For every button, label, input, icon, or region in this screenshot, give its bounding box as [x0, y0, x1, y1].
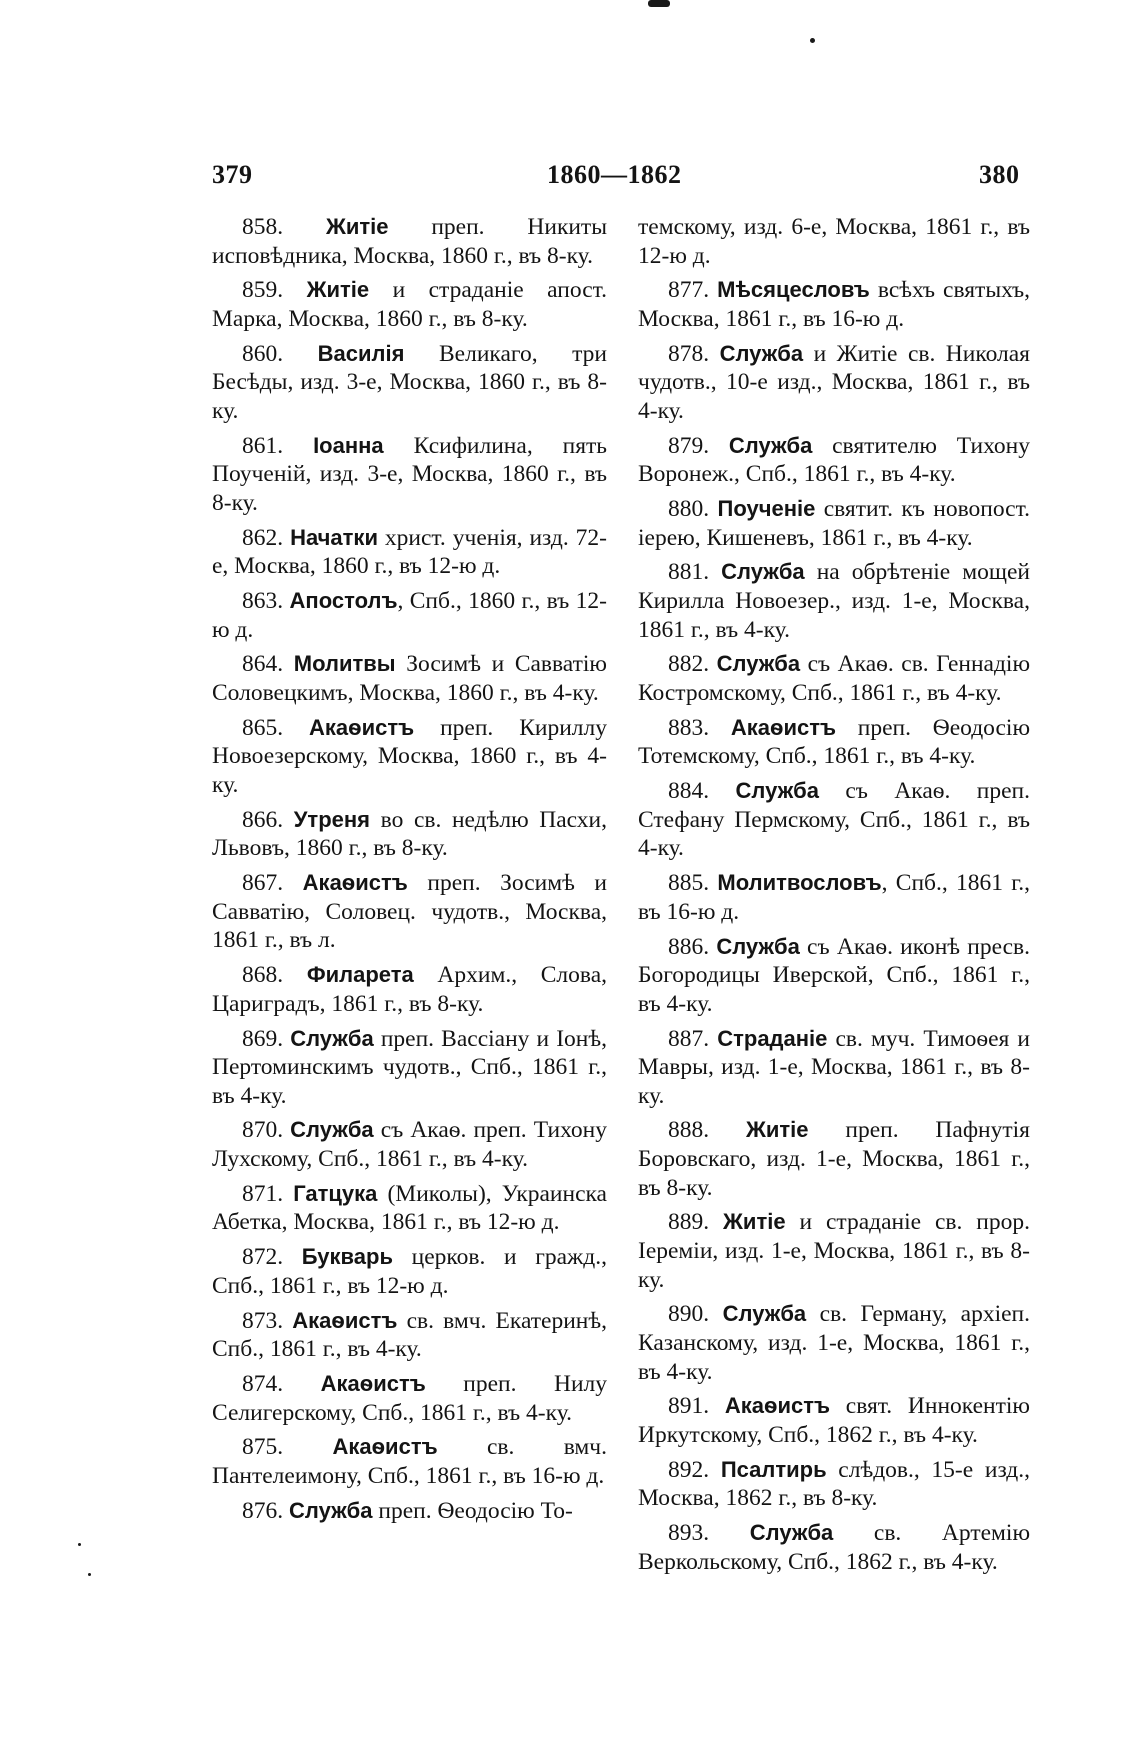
- entry-text: преп. Пафнутія Боровскаго, изд. 1-е, Москва, 1861 г., въ 8-ку.: [638, 1117, 1030, 1201]
- entry-number: 873.: [242, 1307, 284, 1334]
- entry-number: 872.: [242, 1244, 284, 1271]
- entry-number: 859.: [242, 277, 284, 304]
- entry-keyword: Страданіе: [717, 1025, 828, 1051]
- catalog-entry: [638, 650, 1030, 707]
- print-speck: [810, 38, 815, 43]
- entry-number: 888.: [668, 1117, 710, 1144]
- entry-keyword: Житіе: [325, 214, 389, 239]
- entry-text: съ Акаѳ. преп. Стефану Пермскому, Спб., 1861 г., въ 4-ку.: [638, 778, 1030, 862]
- entry-text: св. вмч. Пантелеимону, Спб., 1861 г., въ 16-ю д.: [212, 1434, 607, 1489]
- catalog-entry: [212, 1370, 607, 1427]
- catalog-entry: [212, 1116, 607, 1173]
- entry-number: 858.: [242, 214, 284, 240]
- entry-number: 869.: [242, 1025, 284, 1052]
- entry-keyword: Филарета: [306, 962, 414, 988]
- entry-text: съ Акаѳ. преп. Тихону Лухскому, Спб., 1861 г., въ 4-ку.: [212, 1117, 608, 1173]
- catalog-entry: [212, 432, 607, 518]
- entry-keyword: Житіе: [306, 277, 370, 303]
- catalog-entry: [212, 340, 607, 426]
- entry-text: церков. и гражд., Спб., 1861 г., въ 12-ю д.: [212, 1244, 607, 1299]
- entry-keyword: Акаѳистъ: [292, 1307, 398, 1333]
- entry-text: святит. къ новопост. іерею, Кишеневъ, 1861 г., въ 4-ку.: [638, 496, 1030, 551]
- entry-text: преп. Вассіану и Іонѣ, Пертоминскимъ чудотв., Спб., 1861 г., въ 4-ку.: [212, 1025, 607, 1109]
- entry-text: , Спб., 1860 г., въ 12-ю д.: [212, 588, 608, 643]
- entry-number: 881.: [668, 559, 710, 586]
- entry-number: 862.: [242, 524, 284, 551]
- entry-number: 866.: [242, 806, 284, 833]
- entry-text: Ксифилина, пять Поученій, изд. 3-е, Москва, 1860 г., въ 8-ку.: [212, 432, 607, 516]
- entry-number: 867.: [242, 870, 284, 897]
- entry-text: преп. Нилу Селигерскому, Спб., 1861 г., въ 4-ку.: [212, 1370, 608, 1426]
- entry-keyword: Служба: [735, 778, 819, 804]
- entry-keyword: Начатки: [290, 524, 378, 550]
- entry-text: свят. Иннокентію Иркутскому, Спб., 1862 г., въ 4-ку.: [638, 1393, 1030, 1448]
- entry-text: съ Акаѳ. иконѣ пресв. Богородицы Иверской, Спб., 1861 г., въ 4-ку.: [638, 933, 1030, 1017]
- catalog-entry: [638, 1025, 1030, 1111]
- entry-keyword: Служба: [290, 1025, 374, 1051]
- entry-keyword: Служба: [716, 933, 800, 959]
- entry-text: всѣхъ святыхъ, Москва, 1861 г., въ 16-ю д.: [638, 277, 1030, 332]
- print-speck: [88, 1573, 91, 1576]
- entry-number: 885.: [668, 870, 710, 897]
- entry-number: 871.: [242, 1180, 284, 1207]
- entry-keyword: Служба: [716, 651, 801, 677]
- catalog-entry: [638, 558, 1030, 644]
- catalog-entry: [212, 1180, 607, 1237]
- entry-number: 875.: [242, 1434, 284, 1461]
- catalog-entry: [212, 714, 607, 800]
- catalog-entry: [638, 276, 1030, 333]
- entry-keyword: Служба: [749, 1520, 834, 1546]
- entry-text: христ. ученія, изд. 72-е, Москва, 1860 г., въ 12-ю д.: [212, 524, 608, 580]
- catalog-entry: [212, 869, 607, 955]
- catalog-entry: [212, 1497, 607, 1526]
- entry-continuation: темскому, изд. 6-е, Москва, 1861 г., въ 12-ю д.: [638, 214, 1030, 269]
- catalog-entry: [638, 1519, 1030, 1576]
- entry-keyword: Служба: [722, 1301, 807, 1327]
- entry-number: 861.: [242, 432, 284, 459]
- entry-number: 893.: [668, 1520, 710, 1547]
- catalog-entry: [638, 432, 1030, 489]
- entry-text: св. вмч. Екатеринѣ, Спб., 1861 г., въ 4-ку.: [212, 1307, 608, 1363]
- entry-text: и страданіе св. прор. Іереміи, изд. 1-е, Москва, 1861 г., въ 8-ку.: [638, 1209, 1030, 1293]
- entry-number: 891.: [668, 1393, 710, 1420]
- entry-text: преп. Кириллу Новоезерскому, Москва, 1860 г., въ 4-ку.: [212, 714, 607, 798]
- catalog-entry: [638, 495, 1030, 552]
- entry-keyword: Гатцука: [293, 1180, 378, 1206]
- entry-keyword: Утреня: [293, 806, 371, 832]
- entry-text: и страданіе апост. Марка, Москва, 1860 г., въ 8-ку.: [212, 277, 608, 332]
- entry-text: преп. Никиты исповѣдника, Москва, 1860 г., въ 8-ку.: [212, 214, 607, 269]
- entry-text: и Житіе св. Николая чудотв., 10-е изд., Москва, 1861 г., въ 4-ку.: [638, 340, 1030, 424]
- entry-number: 877.: [668, 277, 710, 304]
- entry-text: св. Артемію Веркольскому, Спб., 1862 г., въ 4-ку.: [638, 1520, 1030, 1575]
- entry-text: съ Акаѳ. св. Геннадію Костромскому, Спб., 1861 г., въ 4-ку.: [638, 651, 1030, 707]
- entry-keyword: Служба: [721, 559, 805, 585]
- entry-text: святителю Тихону Воронеж., Спб., 1861 г., въ 4-ку.: [638, 432, 1030, 488]
- entry-number: 886.: [668, 933, 710, 960]
- entry-text: св. муч. Тимоѳея и Мавры, изд. 1-е, Москва, 1861 г., въ 8-ку.: [638, 1025, 1031, 1109]
- catalog-entry: [638, 1116, 1030, 1202]
- entry-text: преп. Ѳеодосію То-: [372, 1497, 573, 1524]
- entry-number: 865.: [242, 714, 284, 741]
- catalog-entry: [212, 1243, 607, 1300]
- catalog-entry: [638, 1300, 1030, 1386]
- entry-keyword: Акаѳистъ: [730, 714, 837, 740]
- entry-keyword: Служба: [719, 340, 804, 366]
- entry-number: 884.: [668, 778, 710, 805]
- catalog-entry: [638, 933, 1030, 1019]
- catalog-entry: [212, 806, 607, 863]
- entry-number: 863.: [242, 588, 284, 615]
- entry-text: Великаго, три Бесѣды, изд. 3-е, Москва, 1860 г., въ 8-ку.: [212, 340, 607, 424]
- entry-text: слѣдов., 15-е изд., Москва, 1862 г., въ 8-ку.: [638, 1456, 1031, 1512]
- entry-text: Зосимѣ и Савватію Соловецкимъ, Москва, 1860 г., въ 4-ку.: [212, 651, 607, 707]
- catalog-entry: [212, 587, 607, 644]
- catalog-entry: [212, 1307, 607, 1364]
- entry-text: (Миколы), Украинска Абетка, Москва, 1861 г., въ 12-ю д.: [212, 1180, 607, 1236]
- catalog-entry: [638, 869, 1030, 926]
- entry-text: , Спб., 1861 г., въ 16-ю д.: [638, 870, 1030, 925]
- entry-keyword: Житіе: [745, 1117, 809, 1143]
- catalog-entry: [212, 524, 607, 581]
- catalog-entry: [638, 340, 1030, 426]
- print-speck: [648, 0, 670, 7]
- entry-number: 864.: [242, 651, 284, 678]
- entry-number: 870.: [242, 1117, 284, 1144]
- entry-number: 889.: [668, 1209, 710, 1236]
- page-number-left: 379: [212, 160, 253, 189]
- catalog-entry: [212, 1433, 607, 1490]
- entry-keyword: Іоанна: [313, 432, 384, 458]
- entry-number: 887.: [668, 1025, 710, 1052]
- print-speck: [78, 1543, 81, 1546]
- entry-number: 883.: [668, 714, 710, 741]
- entry-keyword: Служба: [728, 432, 813, 458]
- left-column: [212, 213, 607, 1532]
- entry-keyword: Житіе: [723, 1209, 786, 1235]
- entry-keyword: Акаѳистъ: [332, 1434, 438, 1460]
- page-number-right: 380: [979, 160, 1020, 189]
- entry-text: св. Герману, архіеп. Казанскому, изд. 1-е, Москва, 1861 г., въ 4-ку.: [638, 1301, 1031, 1385]
- entry-keyword: Акаѳистъ: [302, 870, 408, 896]
- entry-text: во св. недѣлю Пасхи, Львовъ, 1860 г., въ 8-ку.: [212, 806, 607, 862]
- entry-keyword: Букварь: [301, 1244, 393, 1270]
- entry-text: Архим., Слова, Цариградъ, 1861 г., въ 8-ку.: [212, 962, 607, 1017]
- entry-keyword: Поученіе: [717, 496, 816, 522]
- entry-keyword: Псалтирь: [720, 1456, 827, 1482]
- catalog-entry: [212, 276, 607, 333]
- entry-number: 890.: [668, 1301, 710, 1328]
- catalog-entry: [638, 1456, 1030, 1513]
- right-column: [638, 213, 1030, 1583]
- entry-number: 879.: [668, 432, 710, 459]
- catalog-entry: [638, 777, 1030, 863]
- entry-keyword: Акаѳистъ: [724, 1393, 831, 1419]
- catalog-entry: [212, 961, 607, 1018]
- catalog-entry: [638, 714, 1030, 771]
- entry-number: 868.: [242, 962, 284, 989]
- catalog-entry: [212, 213, 607, 270]
- entry-number: 860.: [242, 340, 284, 367]
- entry-keyword: Молитвы: [293, 651, 396, 677]
- entry-keyword: Акаѳистъ: [320, 1370, 426, 1396]
- entry-keyword: Служба: [290, 1117, 374, 1143]
- entry-number: 878.: [668, 340, 710, 367]
- catalog-entry: [638, 1208, 1030, 1294]
- entry-keyword: Молитвословъ: [717, 870, 882, 896]
- entry-keyword: Апостолъ: [289, 588, 398, 614]
- entry-text: на обрѣтеніе мощей Кирилла Новоезер., изд. 1-е, Москва, 1861 г., въ 4-ку.: [638, 559, 1030, 643]
- entry-text: преп. Зосимѣ и Савватію, Соловец. чудотв., Москва, 1861 г., въ л.: [212, 870, 607, 954]
- entry-keyword: Акаѳистъ: [309, 714, 415, 740]
- entry-number: 876.: [242, 1497, 284, 1524]
- entry-keyword: Служба: [289, 1497, 373, 1523]
- entry-number: 880.: [668, 496, 710, 523]
- entry-number: 874.: [242, 1370, 284, 1397]
- entry-text: преп. Ѳеодосію Тотемскому, Спб., 1861 г., въ 4-ку.: [638, 714, 1030, 770]
- entry-keyword: Василія: [317, 340, 405, 366]
- entry-number: 882.: [668, 651, 710, 678]
- catalog-entry: [212, 650, 607, 707]
- running-title: 1860—1862: [547, 160, 682, 189]
- entry-number: 892.: [668, 1456, 710, 1483]
- catalog-entry: [212, 1025, 607, 1111]
- entry-keyword: Мѣсяцесловъ: [717, 277, 870, 303]
- catalog-entry: [638, 1392, 1030, 1449]
